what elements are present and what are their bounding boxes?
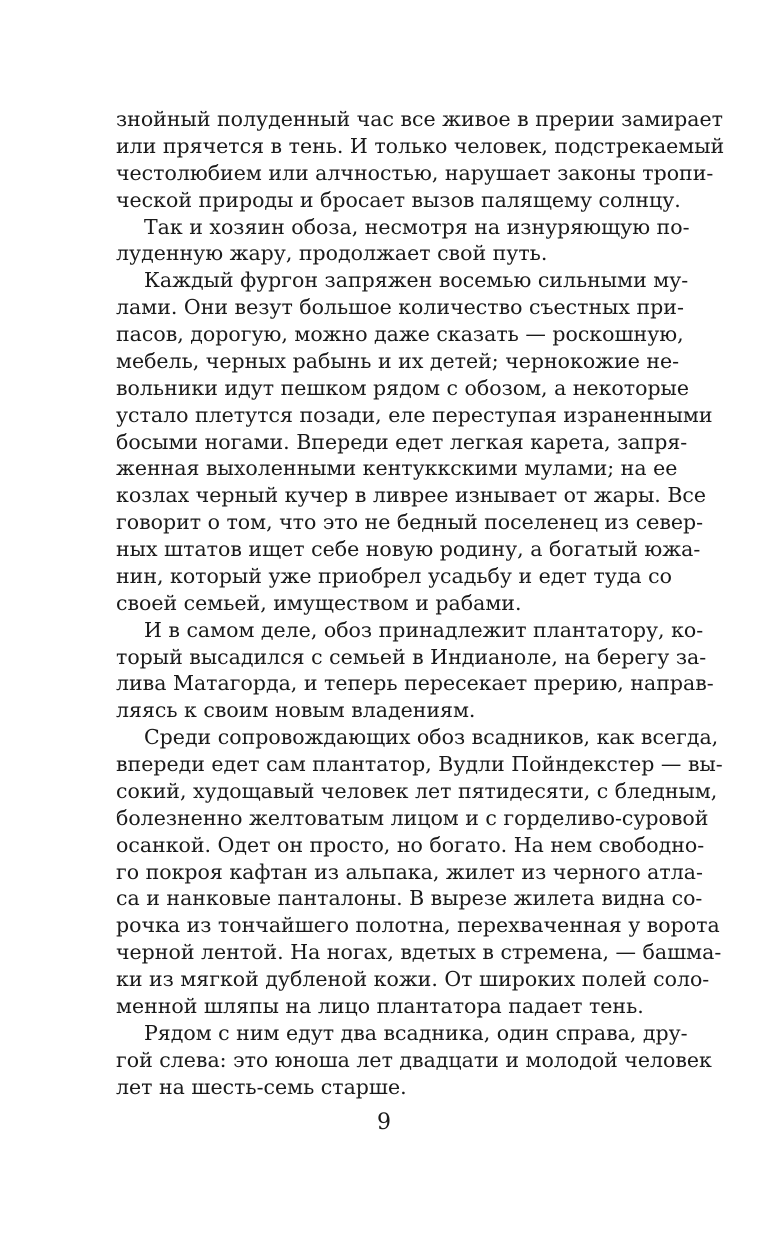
text-line: ляясь к своим новым владениям. [116, 698, 476, 723]
text-line: Так и хозяин обоза, несмотря на изнуряющую по- [144, 214, 690, 239]
text-line: Рядом с ним едут два всадника, один справа, дру- [144, 1020, 688, 1045]
text-line: лет на шесть-семь старше. [116, 1074, 407, 1099]
text-line: луденную жару, продолжает свой путь. [116, 241, 548, 266]
text-line: рочка из тончайшего полотна, перехваченная у ворота [116, 913, 720, 938]
text-line: вольники идут пешком рядом с обозом, а некоторые [116, 375, 690, 400]
text-line: устало плетутся позади, еле переступая израненными [116, 402, 713, 427]
text-line: менной шляпы на лицо плантатора падает тень. [116, 993, 644, 1018]
text-line: черной лентой. На ногах, вдетых в стремена, — башма- [116, 940, 722, 965]
text-line: говорит о том, что это не бедный поселенец из север- [116, 510, 704, 535]
text-line: нин, который уже приобрел усадьбу и едет туда со [116, 563, 672, 588]
text-line: гой слева: это юноша лет двадцати и молодой человек [116, 1047, 712, 1072]
text-line: торый высадился с семьей в Индианоле, на берегу за- [116, 644, 707, 669]
text-line: козлах черный кучер в ливрее изнывает от жары. Все [116, 483, 707, 508]
text-line: осанкой. Одет он просто, но богато. На нем свободно- [116, 832, 705, 857]
text-line: женная выхоленными кентуккскими мулами; на ее [116, 456, 678, 481]
text-line: впереди едет сам плантатор, Вудли Пойндекстер — вы- [116, 752, 723, 776]
text-line: Каждый фургон запряжен восемью сильными му- [144, 268, 689, 293]
text-line: И в самом деле, обоз принадлежит плантатору, ко- [144, 617, 704, 642]
text-line: мебель, черных рабынь и их детей; чернокожие не- [116, 348, 680, 373]
text-line: лами. Они везут большое количество съестных при- [116, 295, 684, 320]
text-line: пасов, дорогую, можно даже сказать — роскошную, [116, 322, 684, 346]
text-line: ческой природы и бросает вызов палящему солнцу. [116, 187, 681, 212]
text-line: са и нанковые панталоны. В вырезе жилета видна со- [116, 886, 703, 911]
page-number: 9 [377, 1110, 391, 1135]
text-line: лива Матагорда, и теперь пересекает прерию, направ- [116, 671, 714, 696]
body-text [116, 106, 725, 1100]
text-line: Среди сопровождающих обоз всадников, как всегда, [144, 725, 719, 750]
text-line: знойный полуденный час все живое в прерии замирает [116, 107, 723, 131]
text-line: ных штатов ищет себе новую родину, а богатый южа- [116, 537, 701, 561]
text-line: босыми ногами. Впереди едет легкая карета, запря- [116, 429, 688, 454]
text-line: честолюбием или алчностью, нарушает законы тропи- [116, 160, 714, 185]
text-line: болезненно желтоватым лицом и с горделиво-суровой [116, 805, 709, 830]
text-line: го покроя кафтан из альпака, жилет из черного атла- [116, 859, 703, 884]
text-line: или прячется в тень. И только человек, подстрекаемый [116, 133, 725, 158]
text-line: ки из мягкой дубленой кожи. От широких полей соло- [116, 967, 710, 991]
text-line: сокий, худощавый человек лет пятидесяти, с бледным, [116, 778, 718, 803]
text-line: своей семьей, имуществом и рабами. [116, 590, 522, 615]
